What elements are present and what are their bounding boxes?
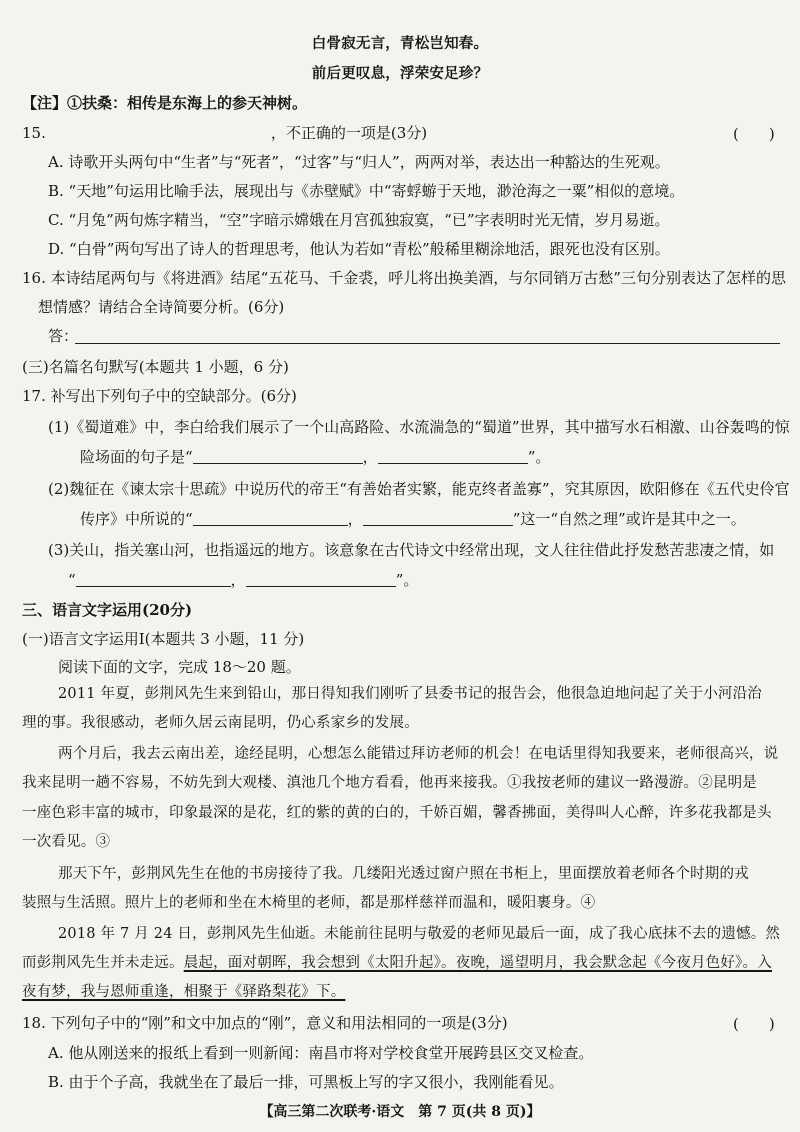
poem-note: 【注】①扶桑：相传是东海上的参天神树。 bbox=[22, 94, 308, 112]
q18-stem: 18. 下列句子中的“刚”和文中加点的“刚”，意义和用法相同的一项是(3分) bbox=[22, 1014, 508, 1032]
q15-answer-paren: ( ) bbox=[733, 125, 775, 143]
passage-p1-line2: 理的事。我很感动，老师久居云南昆明，仍心系家乡的发展。 bbox=[22, 715, 419, 731]
q17-blank-4[interactable] bbox=[363, 510, 513, 526]
q17-item2-line1: (2)魏征在《谏太宗十思疏》中说历代的帝王“有善始者实繁，能克终者盖寡”，究其原因，欧阳修在《五代史伶官 bbox=[48, 480, 790, 498]
passage-p4-underlined: 晨起，面对朝晖，我会想到《太阳升起》。夜晚，遥望明月，我会默念起《今夜月色好》。入 bbox=[183, 955, 772, 971]
q17-item3-suffix: ”。 bbox=[395, 571, 419, 589]
q17-blank-1[interactable] bbox=[193, 448, 363, 464]
q15-option-a: A. 诗歌开头两句中“生者”与“死者”，“过客”与“归人”，两两对举，表达出一种豁达的生死观。 bbox=[48, 153, 670, 171]
q17-item3-comma: ， bbox=[230, 571, 246, 589]
q17-item3-line2 bbox=[68, 570, 418, 590]
passage-p1-line1: 2011 年夏，彭荆风先生来到铅山，那日得知我们刚听了县委书记的报告会，他很急迫地问起了关于小河沿治 bbox=[58, 686, 763, 702]
q16-answer-label: 答： bbox=[48, 327, 79, 345]
passage-p2-line3: 一座色彩丰富的城市，印象最深的是花，红的紫的黄的白的，千娇百媚，馨香拂面，美得叫人心醉，许多花我都是头 bbox=[22, 805, 772, 821]
q17-item2-comma: ， bbox=[347, 510, 363, 528]
q18-option-a: A. 他从刚送来的报纸上看到一则新闻：南昌市将对学校食堂开展跨县区交叉检查。 bbox=[48, 1044, 594, 1062]
q17-item3-line1: (3)关山，指关塞山河，也指遥远的地方。该意象在古代诗文中经常出现，文人往往借此抒发愁苦悲凄之情，如 bbox=[48, 541, 775, 559]
q17-blank-5[interactable] bbox=[76, 571, 231, 587]
passage-p3-line2: 装照与生活照。照片上的老师和坐在木椅里的老师，都是那样慈祥而温和，暖阳裹身。④ bbox=[22, 895, 596, 911]
part-3-subsection: (一)语言文字运用Ⅰ(本题共 3 小题，11 分) bbox=[22, 630, 305, 648]
q17-item1-prefix: 险场面的句子是“ bbox=[80, 448, 193, 466]
passage-p2-line2: 我来昆明一趟不容易，不妨先到大观楼、滇池几个地方看看，他再来接我。①我按老师的建议一路漫游。②昆明是 bbox=[22, 775, 757, 791]
q17-stem: 17. 补写出下列句子中的空缺部分。(6分) bbox=[22, 387, 297, 405]
q15-option-b: B. “天地”句运用比喻手法，展现出与《赤壁赋》中“寄蜉蝣于天地，渺沧海之一粟”相似的意境。 bbox=[48, 182, 685, 200]
q17-item2-line2 bbox=[80, 509, 746, 529]
passage-p4-line2 bbox=[22, 953, 772, 973]
poem-line-2: 前后更叹息，浮荣安足珍？ bbox=[311, 65, 489, 82]
passage-p4-plain: 而彭荆风先生并未走远。 bbox=[22, 955, 184, 971]
q18-option-b: B. 由于个子高，我就坐在了最后一排，可黑板上写的字又很小，我刚能看见。 bbox=[48, 1073, 564, 1091]
q18-answer-paren: ( ) bbox=[733, 1015, 775, 1033]
part-3-title: 三、语言文字运用(20分) bbox=[22, 601, 193, 619]
passage-p2-line4: 一次看见。③ bbox=[22, 834, 111, 850]
passage-p4-underlined-end: 夜有梦，我与恩师重逢，相聚于《驿路梨花》下。 bbox=[22, 984, 346, 1000]
q16-stem-line2: 想情感？请结合全诗简要分析。(6分) bbox=[38, 298, 285, 316]
poem-line-1: 白骨寂无言，青松岂知春。 bbox=[311, 35, 489, 52]
q17-blank-6[interactable] bbox=[246, 571, 396, 587]
q15-option-c: C. “月兔”两句炼字精当，“空”字暗示嫦娥在月宫孤独寂寞，“已”字表明时光无情，岁月易逝。 bbox=[48, 211, 670, 229]
q15-stem: 15. ，不正确的一项是(3分) bbox=[22, 124, 428, 142]
q17-blank-2[interactable] bbox=[378, 448, 528, 464]
q17-item3-prefix: “ bbox=[68, 571, 76, 589]
q17-item1-suffix: ”。 bbox=[527, 448, 551, 466]
passage-p3-line1: 那天下午，彭荆风先生在他的书房接待了我。几缕阳光透过窗户照在书柜上，里面摆放着老师各个时期的戎 bbox=[58, 866, 749, 882]
q16-stem-line1: 16. 本诗结尾两句与《将进酒》结尾“五花马、千金裘，呼儿将出换美酒，与尔同销万古愁”三句分别表达了怎样的思 bbox=[22, 269, 786, 287]
q17-item2-suffix: ”这一“自然之理”或许是其中之一。 bbox=[512, 510, 746, 528]
passage-p4-line3 bbox=[22, 982, 345, 1002]
q17-item1-comma: ， bbox=[362, 448, 378, 466]
passage-p4-line1: 2018 年 7 月 24 日，彭荆风先生仙逝。未能前往昆明与敬爱的老师见最后一面，成了我心底抹不去的遗憾。然 bbox=[58, 926, 781, 942]
passage-p2-line1: 两个月后，我去云南出差，途经昆明，心想怎么能错过拜访老师的机会！在电话里得知我要来，老师很高兴，说 bbox=[58, 746, 779, 762]
q16-answer-line[interactable] bbox=[75, 343, 780, 344]
q15-option-d: D. “白骨”两句写出了诗人的哲理思考，他认为若如“青松”般稀里糊涂地活，跟死也没有区别。 bbox=[48, 240, 670, 258]
q17-item1-line1: (1)《蜀道难》中，李白给我们展示了一个山高路险、水流湍急的“蜀道”世界，其中描写水石相激、山谷轰鸣的惊 bbox=[48, 418, 790, 436]
q17-item2-prefix: 传序》中所说的“ bbox=[80, 510, 193, 528]
q17-item1-line2 bbox=[80, 447, 550, 467]
part-3-intro: 阅读下面的文字，完成 18～20 题。 bbox=[58, 658, 301, 676]
page-footer: 【高三第二次联考·语文 第 7 页(共 8 页)】 bbox=[259, 1104, 541, 1120]
q17-blank-3[interactable] bbox=[193, 510, 348, 526]
section-3-title: (三)名篇名句默写(本题共 1 小题，6 分) bbox=[22, 358, 289, 376]
